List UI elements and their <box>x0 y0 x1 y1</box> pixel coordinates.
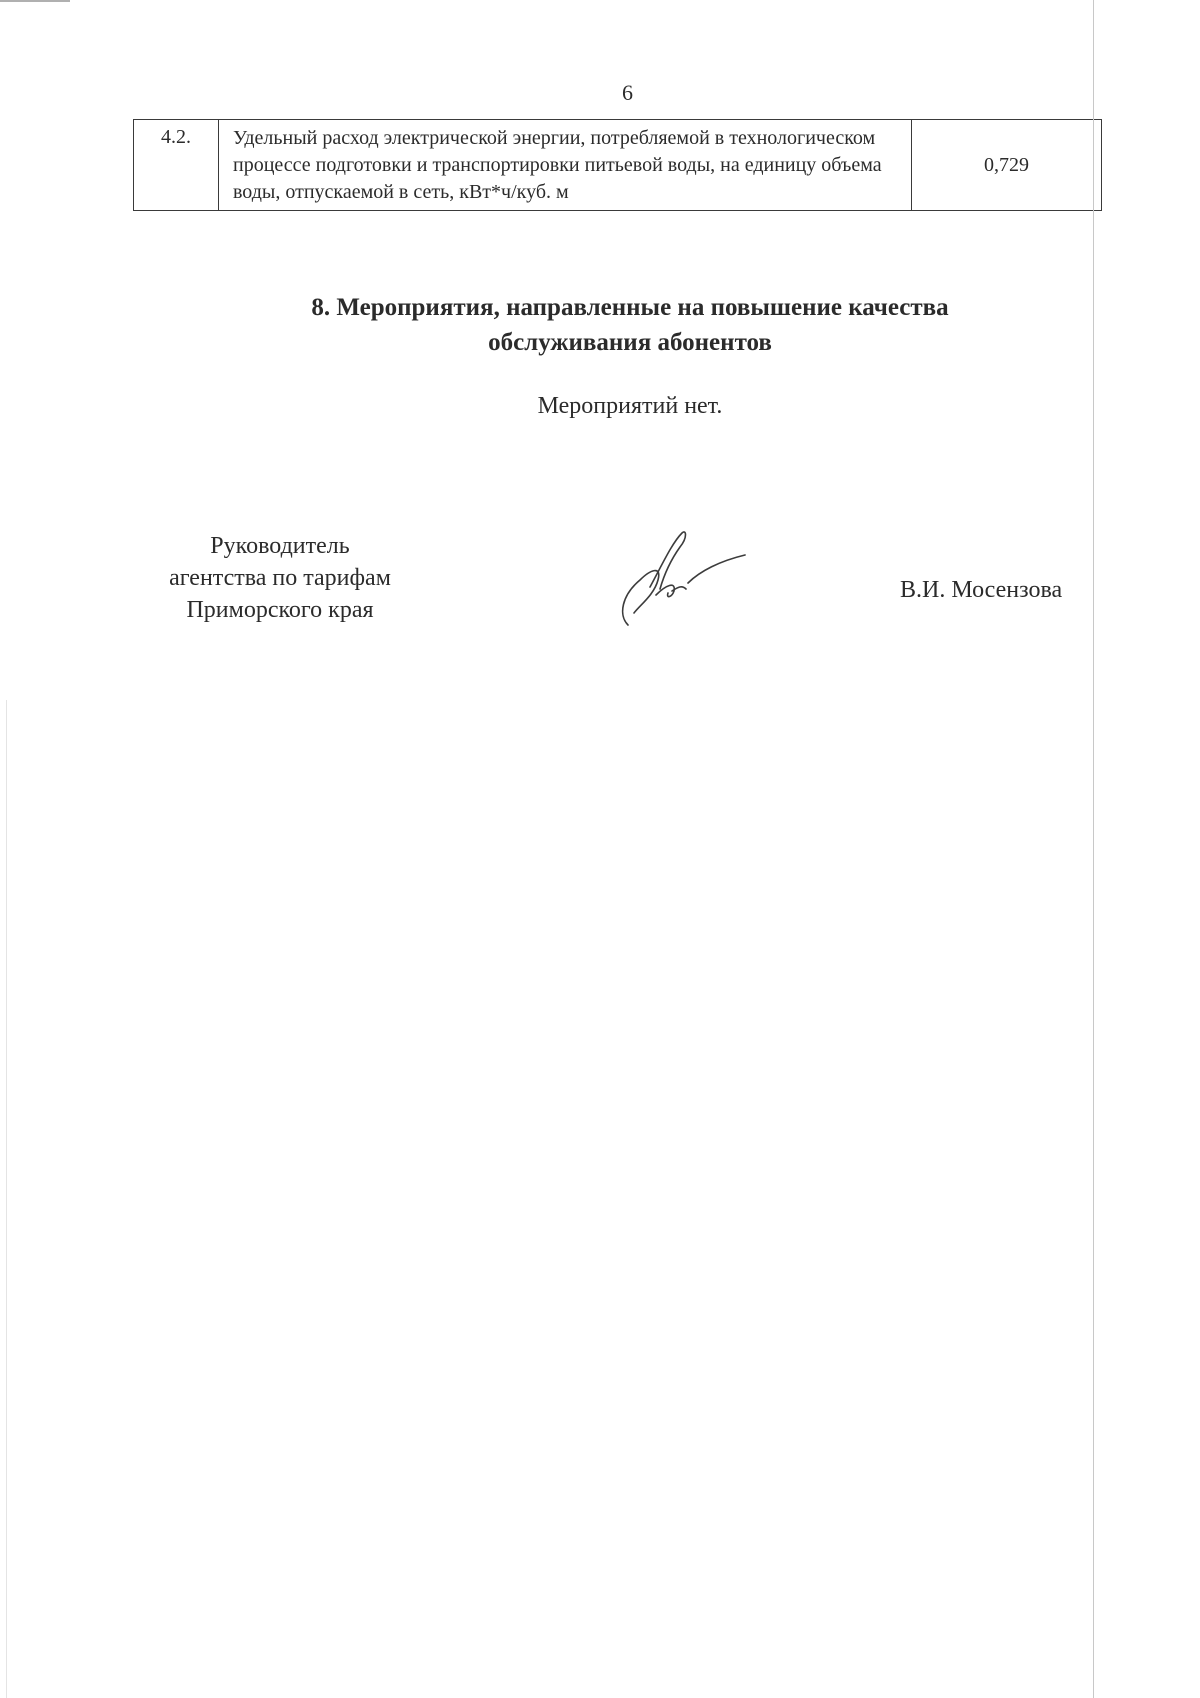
section-body: Мероприятий нет. <box>537 393 723 419</box>
signer-name: В.И. Мосензова <box>900 577 1063 603</box>
scan-artifact-right-edge <box>1093 0 1094 1698</box>
signer-title-line-1: Руководитель <box>210 533 350 559</box>
scan-artifact-left-edge <box>6 700 7 1698</box>
signer-title-line-2: агентства по тарифам <box>169 565 391 591</box>
row-number: 4.2. <box>134 120 219 211</box>
handwritten-signature <box>610 525 770 635</box>
indicator-table <box>133 119 1102 211</box>
section-heading-line-2: обслуживания абонентов <box>488 329 772 356</box>
signer-title <box>120 530 440 626</box>
row-value: 0,729 <box>912 120 1102 211</box>
scan-artifact-corner <box>0 0 70 2</box>
table-row <box>134 120 1102 211</box>
page-number: 6 <box>622 80 633 105</box>
section-heading-line-1: 8. Мероприятия, направленные на повышение качества <box>311 294 949 321</box>
signer-title-line-3: Приморского края <box>186 597 374 623</box>
section-heading <box>180 290 1080 360</box>
row-description: Удельный расход электрической энергии, потребляемой в технологическом процессе подготовки и транспортировки питьевой воды, на единицу объема воды, отпускаемой в сеть, кВт*ч/куб. м <box>219 120 912 211</box>
